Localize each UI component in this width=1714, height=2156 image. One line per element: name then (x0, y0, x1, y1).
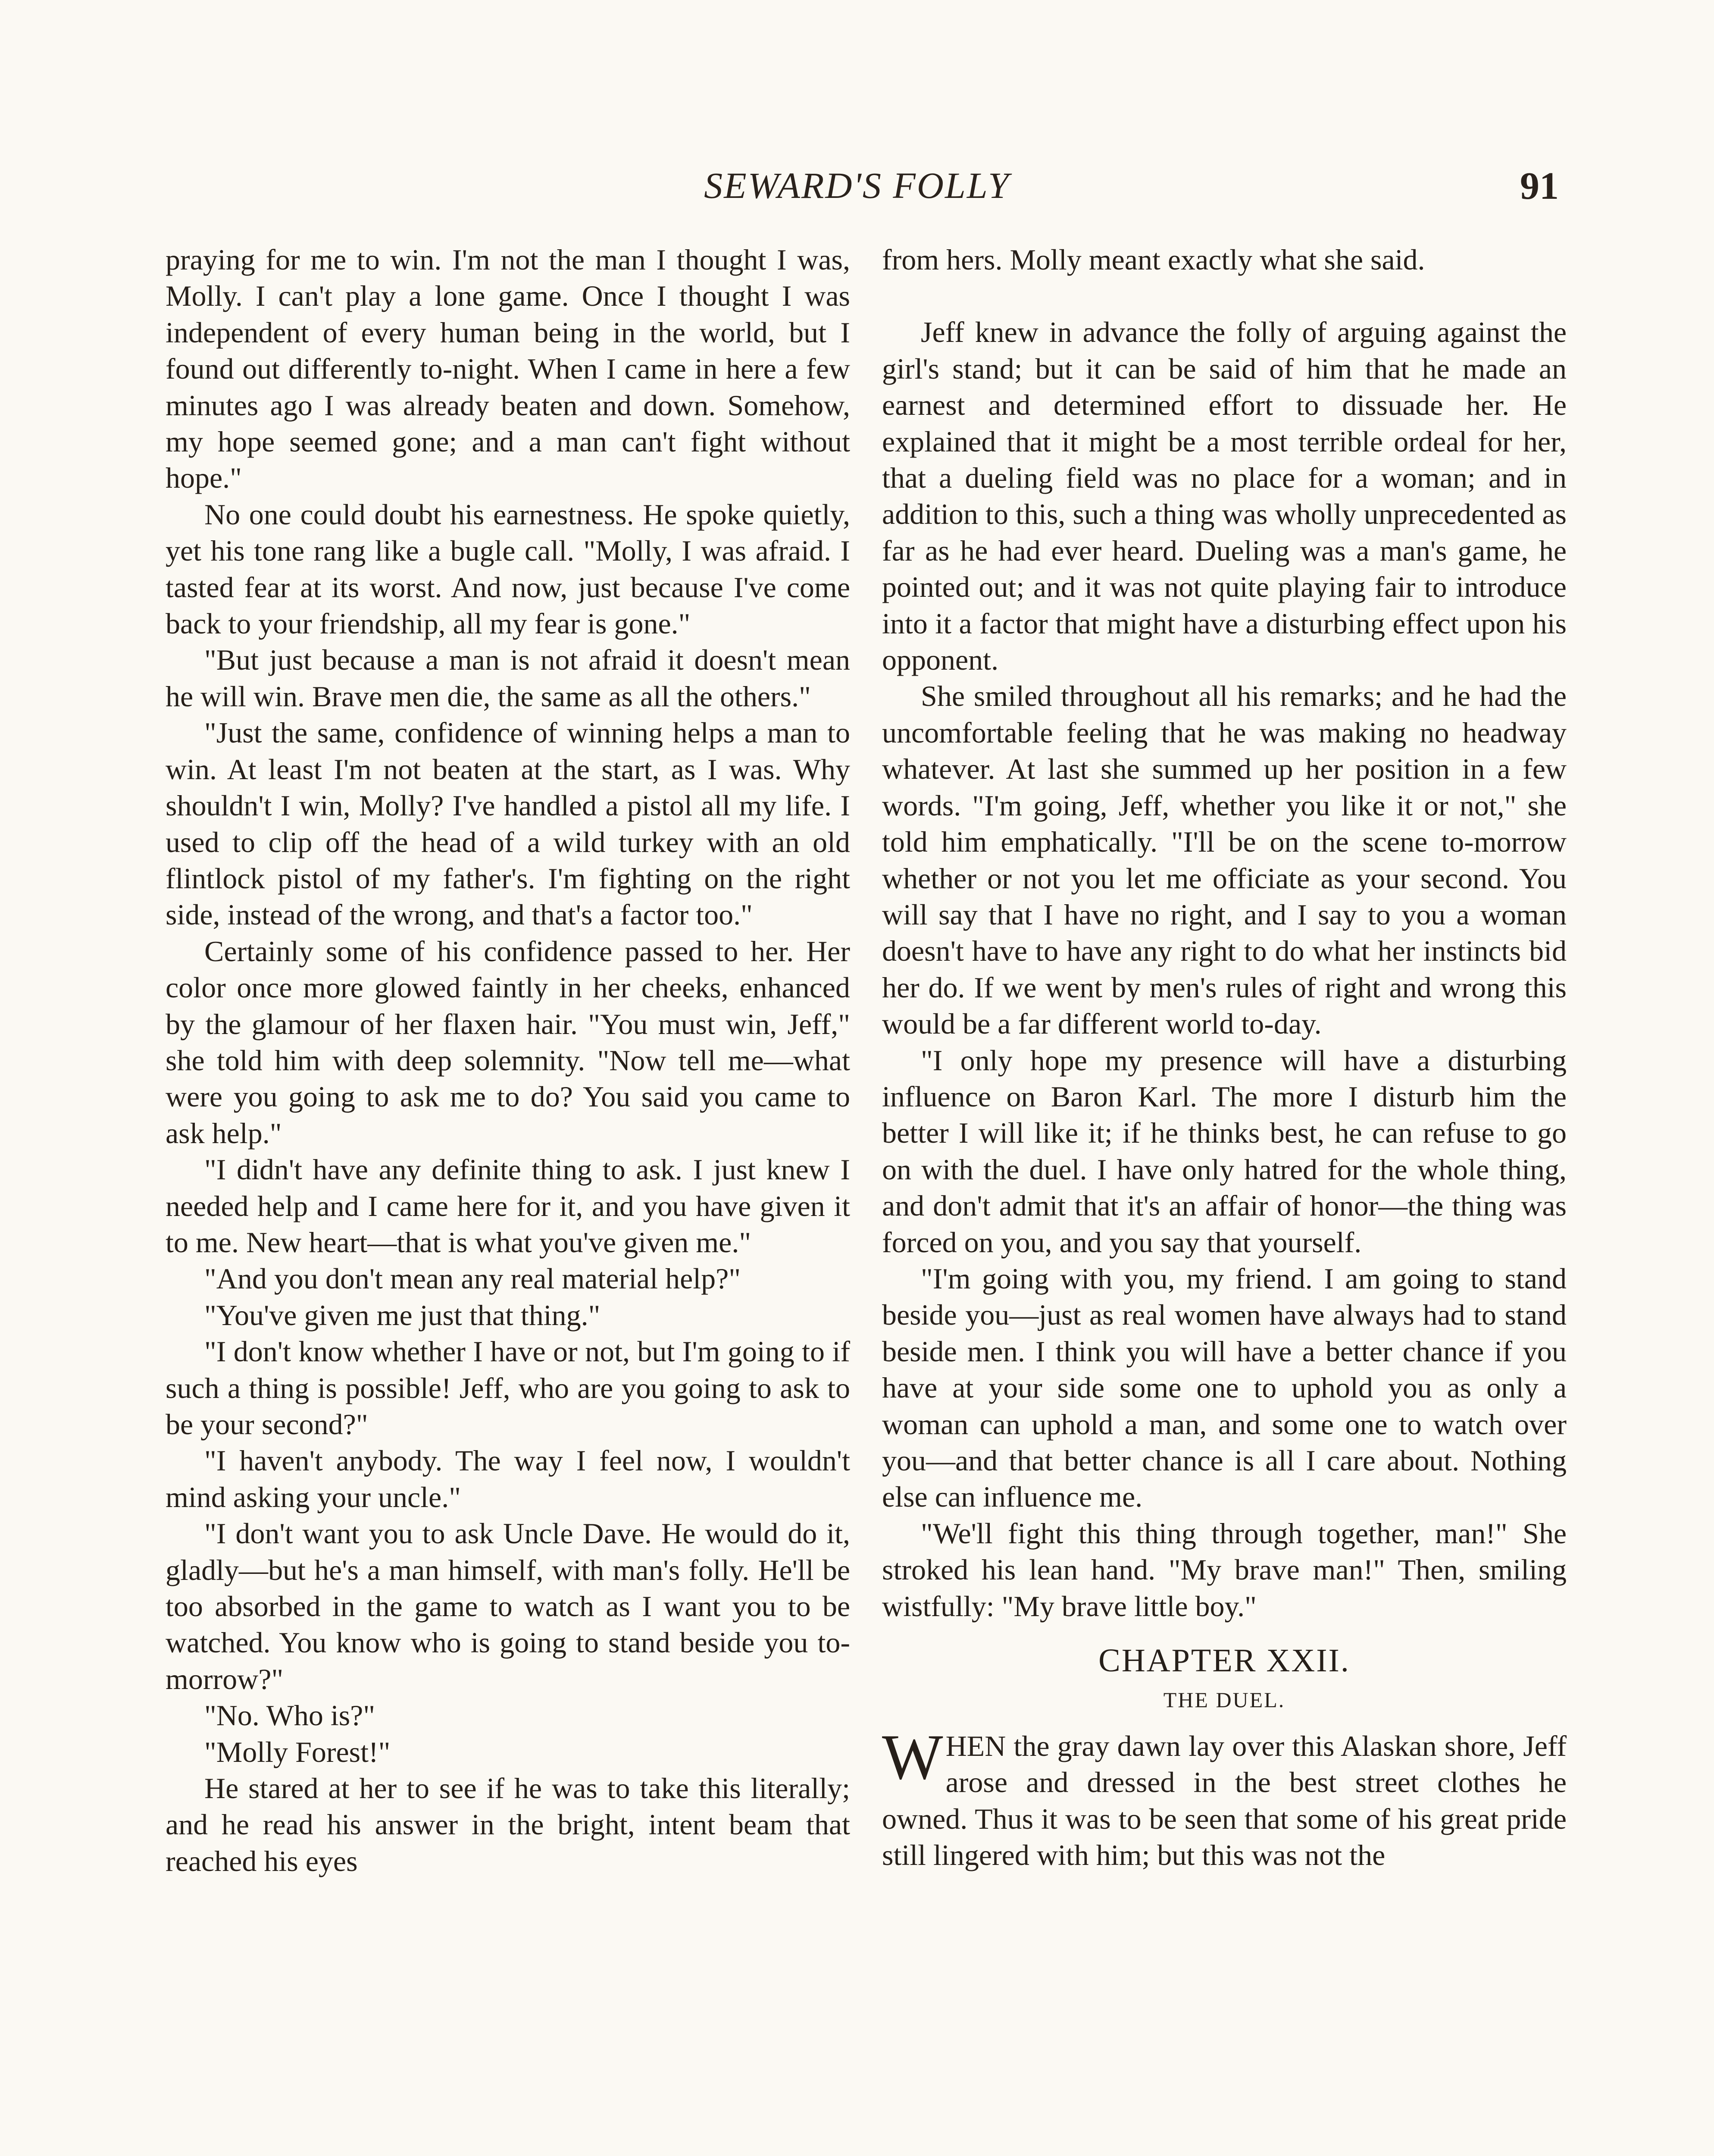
body-paragraph: Certainly some of his confidence passed to her. Her color once more glowed faintly in her cheeks, enhanced by the glamour of her flaxen hair. "You must win, Jeff," she told him with deep solemnity. "Now tell me—what were you going to ask me to do? You said you came to ask help." (166, 934, 850, 1150)
body-paragraph: Jeff knew in advance the folly of arguing against the girl's stand; but it can be said of him that he made an earnest and determined effort to dissuade her. He explained that it might be a most terrible ordeal for her, that a dueling field was no place for a woman; and in addition to this, such a thing was wholly unprecedented as far as he had ever heard. Dueling was a man's game, he pointed out; and it was not quite playing fair to introduce into it a factor that might have a disturbing effect upon his opponent. (882, 316, 1567, 677)
running-head-title: SEWARD'S FOLLY (704, 165, 1010, 206)
body-paragraph: He stared at her to see if he was to take this literally; and he read his answer in the bright, intent beam that reached his eyes (166, 1772, 850, 1877)
section-break (882, 278, 1567, 314)
body-paragraph: "I'm going with you, my friend. I am going to stand beside you—just as real women have always had to stand beside men. I think you will have a better chance if you have at your side some one to uphold you as only a woman can uphold a man, and some one to watch over you—and that better chance is all I care about. Nothing else can influence me. (882, 1262, 1567, 1514)
chapter-opening-text: HEN the gray dawn lay over this Alaskan shore, Jeff arose and dressed in the best street clothes he owned. Thus it was to be seen that some of his great pride still lingered with him; but this was not the (882, 1730, 1567, 1872)
chapter-title: CHAPTER XXII. (1098, 1642, 1350, 1679)
body-paragraph: "I don't want you to ask Uncle Dave. He would do it, gladly—but he's a man himself, with man's folly. He'll be too absorbed in the game to watch as I want you to be watched. You know who is going to stand beside you to-morrow?" (166, 1517, 850, 1695)
body-paragraph: praying for me to win. I'm not the man I thought I was, Molly. I can't play a lone game. Once I thought I was independent of every human being in the world, but I found out differently to-night. When I came in here a few minutes ago I was already beaten and down. Somehow, my hope seemed gone; and a man can't fight without hope." (166, 243, 850, 495)
body-paragraph: "No. Who is?" (204, 1699, 375, 1732)
body-paragraph: "But just because a man is not afraid it doesn't mean he will win. Brave men die, the same as all the others." (166, 643, 850, 713)
drop-cap: W (882, 1721, 943, 1793)
page-number: 91 (1520, 165, 1559, 207)
left-column (166, 241, 850, 1879)
chapter-subtitle: THE DUEL. (1163, 1688, 1286, 1712)
body-paragraph: "Molly Forest!" (204, 1735, 391, 1768)
body-paragraph: She smiled throughout all his remarks; and he had the uncomfortable feeling that he was making no headway whatever. At last she summed up her position in a few words. "I'm going, Jeff, whether you like it or not," she told him emphatically. "I'll be on the scene to-morrow whether or not you let me officiate as your second. You will say that I have no right, and I say to you a woman doesn't have to have any right to do what her instincts bid her do. If we went by men's rules of right and wrong this would be a far different world to-day. (882, 680, 1567, 1040)
right-column (882, 241, 1567, 1874)
body-paragraph: "You've given me just that thing." (204, 1298, 601, 1332)
body-paragraph: "I haven't anybody. The way I feel now, I wouldn't mind asking your uncle." (166, 1444, 850, 1514)
body-paragraph: "And you don't mean any real material help?" (204, 1262, 741, 1295)
body-paragraph: from hers. Molly meant exactly what she said. (882, 243, 1425, 276)
body-paragraph: "I didn't have any definite thing to ask. I just knew I needed help and I came here for it, and you have given it to me. New heart—that is what you've given me." (166, 1153, 850, 1259)
body-paragraph: "I only hope my presence will have a disturbing influence on Baron Karl. The more I disturb him the better I will like it; if he thinks best, he can refuse to go on with the duel. I have only hatred for the whole thing, and don't admit that it's an affair of honor—the thing was forced on you, and you say that yourself. (882, 1044, 1567, 1259)
body-paragraph: "I don't know whether I have or not, but I'm going to if such a thing is possible! Jeff, who are you going to ask to be your second?" (166, 1335, 850, 1441)
body-paragraph: "Just the same, confidence of winning helps a man to win. At least I'm not beaten at the start, as I was. Why shouldn't I win, Molly? I've handled a pistol all my life. I used to clip off the head of a wild turkey with an old flintlock pistol of my father's. I'm fighting on the right side, instead of the wrong, and that's a factor too." (166, 716, 850, 931)
body-paragraph: "We'll fight this thing through together, man!" She stroked his lean hand. "My brave man!" Then, smiling wistfully: "My brave little boy." (882, 1517, 1567, 1623)
chapter-opening-paragraph (882, 1721, 1567, 1874)
body-paragraph: No one could doubt his earnestness. He spoke quietly, yet his tone rang like a bugle call. "Molly, I was afraid. I tasted fear at its worst. And now, just because I've come back to your friendship, all my fear is gone." (166, 498, 850, 640)
